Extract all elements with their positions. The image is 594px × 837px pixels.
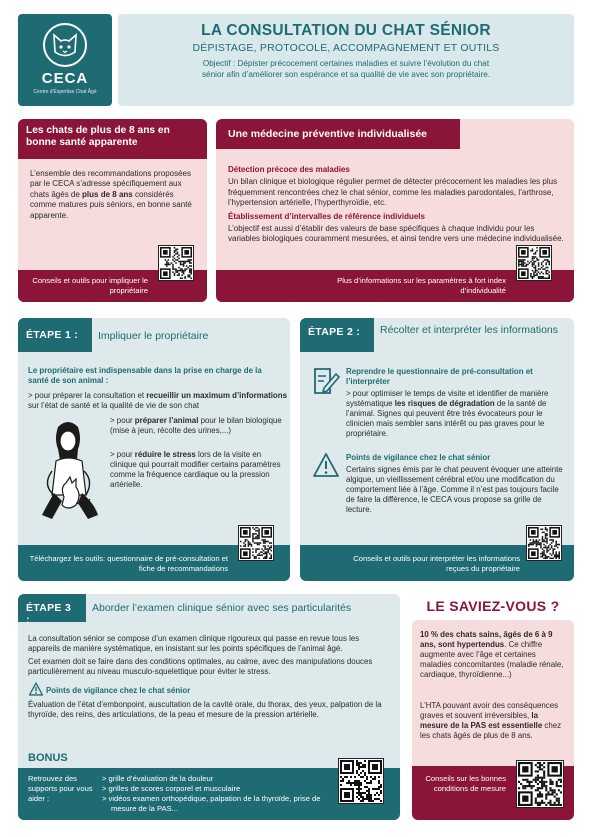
text: > pour préparer la consultation et bbox=[28, 391, 147, 400]
bold: 10 % des chats sains, âgés de 6 à 9 ans, sont hypertendus bbox=[420, 630, 553, 649]
qr-code-icon[interactable] bbox=[158, 245, 194, 281]
step2-text2: Certains signes émis par le chat peuvent évoquer une atteinte algique, un vieillissement cérébral et/ou une modification du comportement liée à l’âge. Comme il n’est pas toujours facile de faire la différence, le CECA vous propose sa grille de lecture. bbox=[346, 465, 563, 514]
step3-card bbox=[18, 594, 400, 820]
ceca-logo bbox=[18, 14, 112, 106]
card1-text: L’ensemble des recommandations proposées par le CECA s’adresse spécifiquement aux chats âgés de bbox=[30, 169, 191, 199]
bold: les risques de dégradation bbox=[394, 399, 495, 408]
step2-footer-text: Conseils et outils pour interpréter les informations reçues du propriétaire bbox=[353, 554, 520, 573]
step3-label: ÉTAPE 3 : bbox=[18, 594, 86, 622]
logo-name: CECA bbox=[41, 70, 89, 87]
step2-text1 bbox=[346, 389, 568, 439]
card1-footer-text: Conseils et outils pour impliquer le propriétaire bbox=[32, 276, 148, 295]
step2-title: Récolter et interpréter les informations bbox=[380, 324, 558, 336]
text: > pour bbox=[110, 450, 135, 459]
list-item: > vidéos examen orthopédique, palpation de la thyroïde, prise de mesure de la PAS... bbox=[102, 794, 321, 813]
page-subtitle: DÉPISTAGE, PROTOCOLE, ACCOMPAGNEMENT ET OUTILS bbox=[192, 42, 500, 54]
list-item: > grille d’évaluation de la douleur bbox=[102, 774, 214, 783]
step2-card bbox=[300, 318, 574, 581]
step1-bullet-1 bbox=[28, 391, 290, 411]
card2-text2: L’objectif est aussi d’établir des valeurs de base spécifiques à chaque individu pour les variables biologiques couramment mesurées, et ainsi tendre vers une médecine individualisée. bbox=[228, 224, 564, 244]
warning-icon bbox=[28, 682, 44, 696]
did-you-know-text-1 bbox=[420, 630, 568, 680]
bold: la mesure de la PAS est essentielle bbox=[420, 711, 543, 730]
text: lors de la visite en clinique qui pourrait modifier certains paramètres comme la fréquence cardiaque ou la pression artérielle. bbox=[110, 450, 281, 489]
did-you-know-title: LE SAVIEZ-VOUS ? bbox=[426, 598, 560, 614]
step1-bullet-3 bbox=[110, 450, 286, 490]
step3-vigilance bbox=[28, 682, 190, 696]
step1-bullet-2 bbox=[110, 416, 286, 436]
bold: recueillir un maximum d’informations bbox=[146, 391, 287, 400]
step1-footer-text: Téléchargez les outils: questionnaire de pré-consultation et fiche de recommandations bbox=[29, 554, 228, 573]
qr-code-icon[interactable] bbox=[526, 525, 562, 561]
list-item: > grilles de scores corporel et musculaire bbox=[102, 784, 241, 793]
step2-sub2: Points de vigilance chez le chat sénior bbox=[346, 453, 491, 462]
woman-with-cat-illustration bbox=[28, 415, 108, 527]
text: de la santé de l’animal. Signes qui peuvent être très évocateurs pour le clinicien mais sembler sans intérêt ou pas graves pour le propriétaire. bbox=[346, 399, 547, 438]
page-title: LA CONSULTATION DU CHAT SÉNIOR bbox=[201, 22, 491, 39]
card1-title: Les chats de plus de 8 ans en bonne santé apparente bbox=[18, 119, 207, 159]
bold: réduire le stress bbox=[134, 450, 196, 459]
qr-code-icon[interactable] bbox=[338, 758, 384, 804]
questionnaire-edit-icon bbox=[312, 366, 340, 396]
qr-code-icon[interactable] bbox=[516, 760, 564, 808]
card2-sub1: Détection précoce des maladies bbox=[228, 165, 350, 174]
step2-label: ÉTAPE 2 : bbox=[300, 318, 374, 352]
text: chez les chats âgés de plus de 8 ans. bbox=[420, 721, 562, 740]
step1-card bbox=[18, 318, 290, 581]
text: sur l’état de santé et la qualité de vie de son chat bbox=[28, 401, 200, 410]
qr-code-icon[interactable] bbox=[238, 525, 274, 561]
card2-title: Une médecine préventive individualisée bbox=[216, 119, 460, 149]
step3-footer-intro: Retrouvez des supports pour vous aider : bbox=[28, 774, 93, 803]
warning-icon bbox=[312, 452, 340, 478]
text: pour le bilan biologique (mise à jeun, récolte des urines,...) bbox=[110, 416, 282, 435]
step2-sub1: Reprendre le questionnaire de pré-consultation et l’interpréter bbox=[346, 367, 533, 386]
text: > pour bbox=[110, 416, 135, 425]
text: L’HTA pouvant avoir des conséquences graves et souvent irréversibles, bbox=[420, 701, 559, 720]
card1-body bbox=[30, 169, 198, 221]
step2-block-2 bbox=[346, 453, 568, 515]
step3-title: Aborder l’examen clinique sénior avec ses particularités bbox=[92, 602, 352, 614]
card2-sub2: Établissement d’intervalles de référence individuels bbox=[228, 211, 425, 221]
step3-footer-list bbox=[102, 774, 342, 814]
text: > pour optimiser le temps de visite et identifier de manière systématique bbox=[346, 389, 549, 408]
cat-head-icon bbox=[42, 22, 88, 68]
title-box bbox=[118, 14, 574, 106]
card1-bold: plus de 8 ans bbox=[82, 189, 133, 199]
logo-subtitle: Centre d'Expertise Chat Âgé bbox=[33, 89, 97, 95]
vigilance-label: Points de vigilance chez le chat sénior bbox=[46, 686, 191, 695]
card-preventive-medicine bbox=[216, 119, 574, 302]
card2-text1: Un bilan clinique et biologique régulier permet de détecter précocement les maladies les plus fréquemment rencontrées chez le chat sénior, comme les maladies parodontales, l’arthrose, l’hypertension artérielle, l’hyperthyroïdie, etc. bbox=[228, 177, 558, 208]
step1-lead: Le propriétaire est indispensable dans la prise en charge de la santé de son animal : bbox=[28, 366, 262, 385]
bonus-heading: BONUS bbox=[28, 752, 68, 764]
step1-label: ÉTAPE 1 : bbox=[18, 318, 92, 352]
did-you-know-text-2 bbox=[420, 701, 568, 741]
card2-footer-text: Plus d’informations sur les paramètres à fort index d’individualité bbox=[337, 276, 506, 295]
qr-code-icon[interactable] bbox=[516, 245, 552, 281]
card2-body bbox=[228, 165, 564, 245]
step3-paragraph-3: Évaluation de l’état d’embonpoint, auscultation de la cavité orale, du thorax, des yeux, palpation de la thyroïde, des reins, des articulations, de la peau et mesure de la pression artérielle. bbox=[28, 700, 382, 719]
text: . Ce chiffre augmente avec l’âge et certaines maladies concomitantes (maladie rénale, cardiaque, thyroïdienne...) bbox=[420, 640, 564, 679]
card-senior-cats bbox=[18, 119, 207, 302]
step3-paragraph-1: La consultation sénior se compose d’un examen clinique rigoureux qui passe en revue tous les appareils de manière systématique, en insistant sur les points spécifiques de l’animal âgé. bbox=[28, 634, 360, 653]
did-you-know-footer-text: Conseils sur les bonnes conditions de mesure bbox=[425, 774, 506, 793]
step3-paragraph-2: Cet examen doit se faire dans des conditions optimales, au calme, avec des manipulations douces particulièrement au niveau musculo-squelettique pour éviter le stress. bbox=[28, 657, 373, 676]
objective-text: Objectif : Dépister précocement certaines maladies et suivre l’évolution du chat sénior afin d’améliorer son espérance et sa qualité de vie avec son propriétaire. bbox=[201, 59, 491, 79]
did-you-know-card bbox=[412, 620, 574, 820]
card1-text-end: considérés comme matures puis séniors, en bonne santé apparente. bbox=[30, 189, 192, 220]
bold: préparer l’animal bbox=[134, 416, 199, 425]
step1-title: Impliquer le propriétaire bbox=[98, 330, 209, 342]
step2-block-1 bbox=[346, 367, 568, 439]
header bbox=[18, 14, 574, 106]
